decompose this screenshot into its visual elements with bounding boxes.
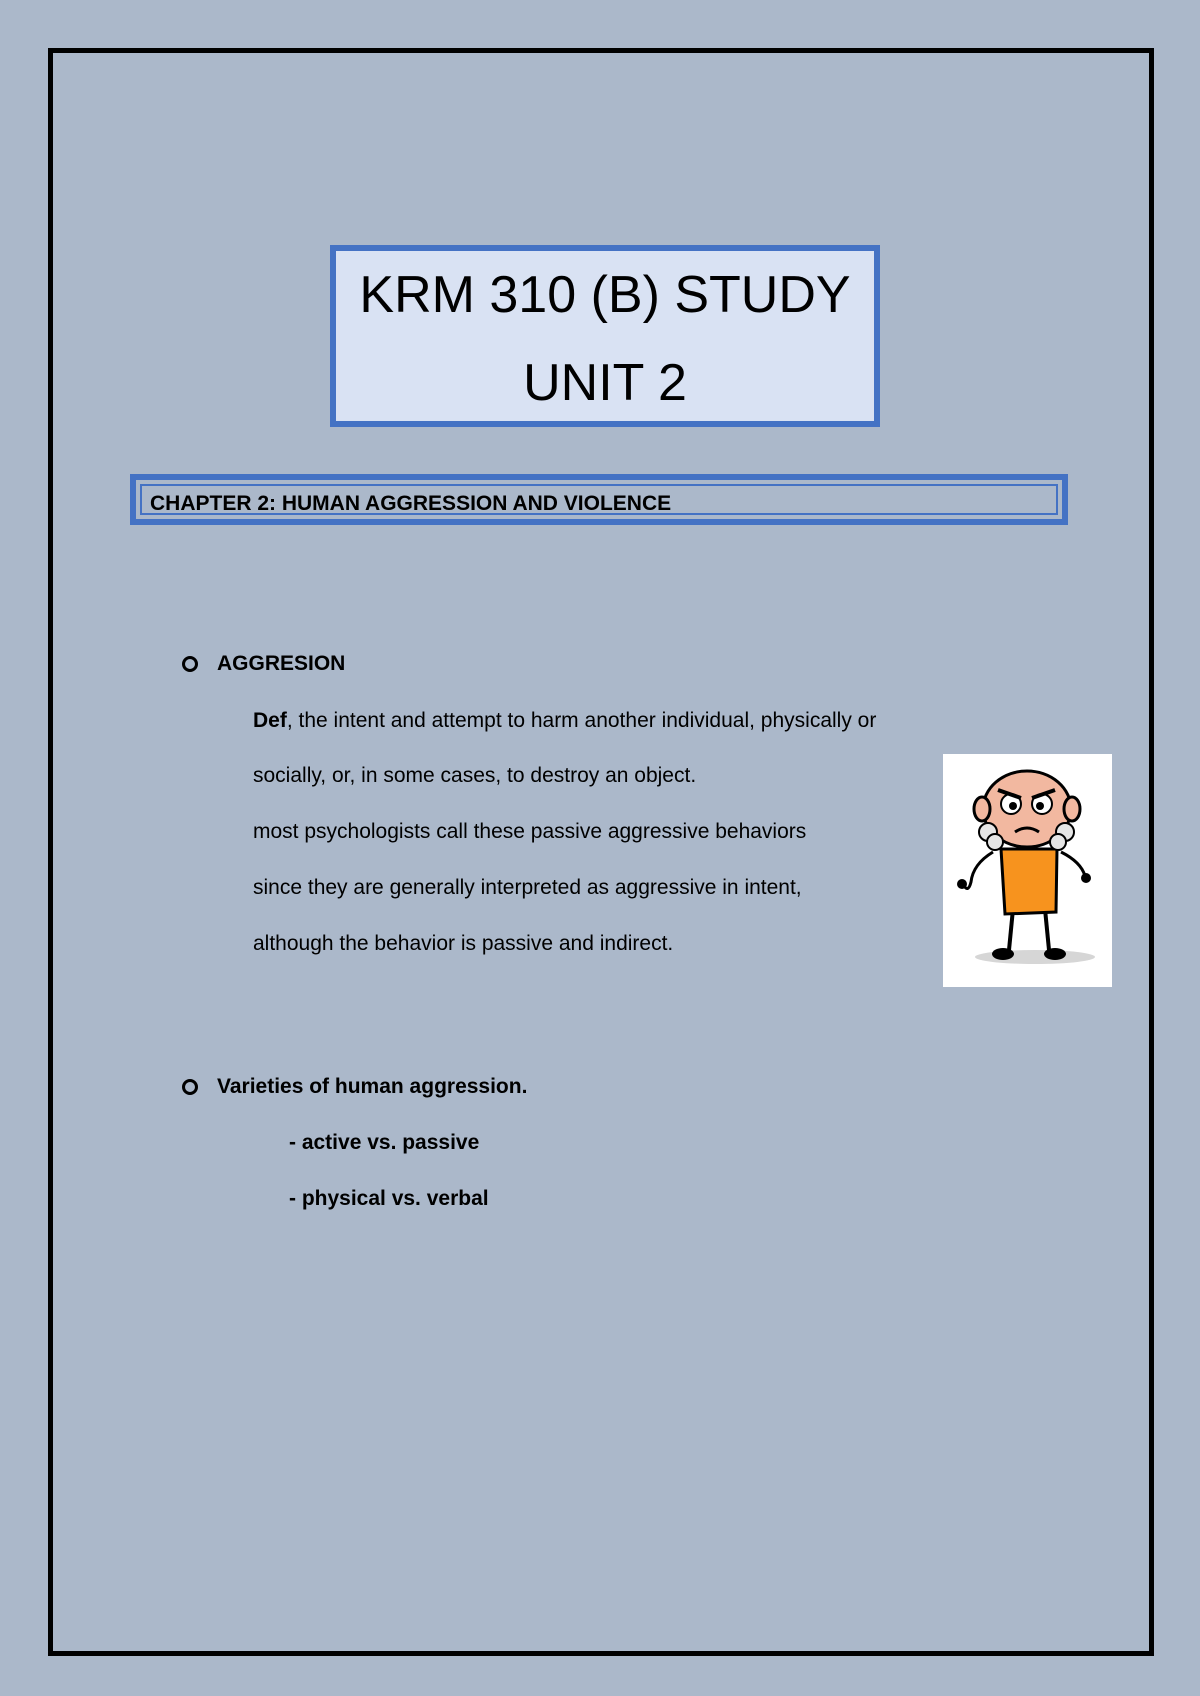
aggression-line: although the behavior is passive and indirect. <box>253 932 674 955</box>
bullet-circle-icon <box>182 1079 198 1095</box>
definition-label: Def <box>253 709 287 732</box>
aggression-heading: AGGRESION <box>217 652 346 675</box>
aggression-line: socially, or, in some cases, to destroy an object. <box>253 764 697 787</box>
varieties-item: - active vs. passive <box>289 1131 480 1154</box>
aggression-line: since they are generally interpreted as aggressive in intent, <box>253 876 802 899</box>
title-line-2: UNIT 2 <box>523 354 687 412</box>
angry-man-illustration <box>943 754 1112 987</box>
definition-line <box>253 709 876 733</box>
definition-text: , the intent and attempt to harm another individual, physically or <box>286 709 877 732</box>
aggression-line: most psychologists call these passive aggressive behaviors <box>253 820 807 843</box>
title-line-1: KRM 310 (B) STUDY <box>359 266 851 324</box>
title-box <box>330 245 880 427</box>
chapter-heading: CHAPTER 2: HUMAN AGGRESSION AND VIOLENCE <box>150 492 672 515</box>
chapter-heading-inner <box>140 484 1058 515</box>
varieties-heading: Varieties of human aggression. <box>217 1075 528 1098</box>
varieties-item: - physical vs. verbal <box>289 1187 489 1210</box>
chapter-heading-box <box>130 474 1068 525</box>
bullet-circle-icon <box>182 656 198 672</box>
angry-cartoon-man-icon <box>943 754 1112 987</box>
